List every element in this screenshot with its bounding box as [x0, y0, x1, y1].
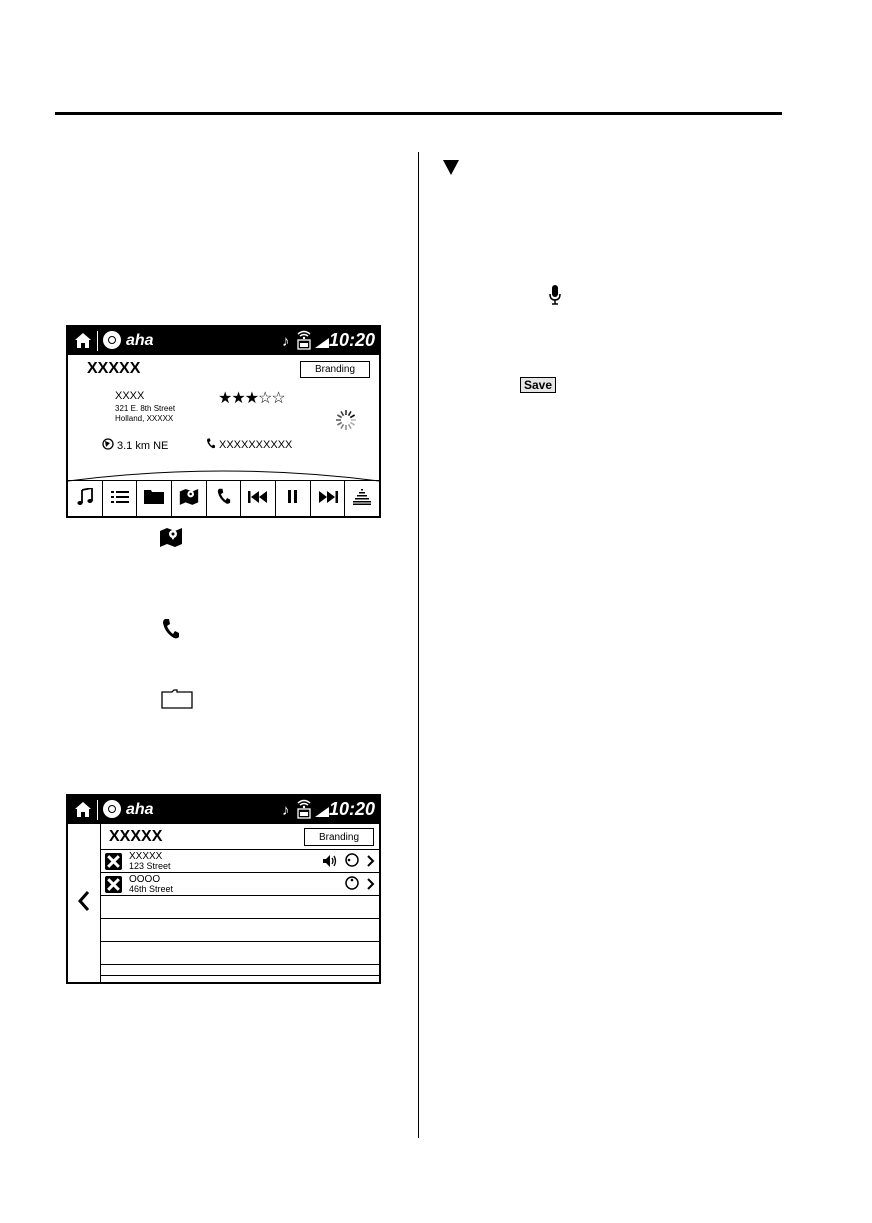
- status-bar: [68, 327, 379, 355]
- clock: 10:20: [328, 330, 375, 350]
- previous-track-button[interactable]: [241, 481, 276, 517]
- app-name: aha: [126, 801, 154, 818]
- save-key: Save: [520, 377, 556, 393]
- chevron-right-icon[interactable]: [367, 877, 375, 895]
- next-track-button[interactable]: [311, 481, 346, 517]
- folder-icon: [144, 489, 164, 509]
- home-icon[interactable]: [74, 801, 92, 823]
- home-icon[interactable]: [74, 332, 92, 354]
- map-pin-icon: [179, 488, 199, 510]
- equalizer-icon: [353, 489, 371, 510]
- distance: [102, 438, 168, 453]
- phone[interactable]: [206, 438, 292, 452]
- call-button[interactable]: [207, 481, 242, 517]
- close-icon[interactable]: [105, 876, 122, 893]
- star-filled-icon: ★: [218, 390, 232, 407]
- folder-button[interactable]: [137, 481, 172, 517]
- phone-icon: [217, 488, 231, 510]
- map-pin-icon: [159, 527, 183, 547]
- equalizer-button[interactable]: [345, 481, 379, 517]
- next-track-icon: [318, 490, 338, 508]
- aha-list-screen: [66, 794, 381, 984]
- branding-button[interactable]: Branding: [300, 361, 370, 378]
- list-title: XXXXX: [109, 828, 163, 845]
- music-button[interactable]: [68, 481, 103, 517]
- result-list: [101, 849, 379, 976]
- loading-spinner-icon: [335, 409, 357, 436]
- pause-icon: [288, 490, 298, 508]
- star-filled-icon: ★: [231, 390, 245, 407]
- item-name: XXXXX: [129, 851, 163, 862]
- address-line-2: Holland, XXXXX: [115, 414, 174, 423]
- aha-logo-icon: [103, 800, 121, 818]
- wifi-battery-icon: [296, 798, 312, 825]
- folder-icon: [161, 689, 193, 709]
- distance-text: 3.1 km NE: [117, 439, 169, 452]
- aha-station-screen: [66, 325, 381, 518]
- star-filled-icon: ★: [244, 390, 259, 407]
- place-name: XXXX: [115, 390, 145, 402]
- status-bar: [68, 796, 379, 824]
- dial-icon: [345, 853, 359, 872]
- station-title: XXXXX: [87, 360, 141, 377]
- list-item-empty: [101, 895, 379, 918]
- item-street: 46th Street: [129, 884, 174, 894]
- aha-logo-icon: [103, 331, 121, 349]
- music-note-icon: [77, 488, 93, 511]
- list-item-empty: [101, 918, 379, 941]
- dial-icon: [345, 876, 359, 895]
- signal-strength-icon: [314, 805, 330, 823]
- wifi-battery-icon: [296, 329, 312, 356]
- column-divider: [418, 152, 419, 1138]
- item-name: OOOO: [129, 874, 161, 885]
- list-item-empty: [101, 964, 379, 976]
- list-item-empty: [101, 941, 379, 964]
- speaker-icon: [323, 854, 337, 872]
- address-line-1: 321 E. 8th Street: [115, 404, 176, 413]
- star-empty-icon: ☆: [271, 390, 285, 407]
- list-button[interactable]: [103, 481, 138, 517]
- toolbar: [68, 480, 379, 517]
- map-button[interactable]: [172, 481, 207, 517]
- down-triangle-icon: [443, 160, 459, 175]
- music-note-icon: ♪: [282, 802, 290, 819]
- signal-strength-icon: [314, 336, 330, 354]
- back-button[interactable]: [68, 824, 101, 982]
- list-icon: [111, 490, 129, 509]
- item-street: 123 Street: [129, 861, 171, 871]
- close-icon[interactable]: [105, 853, 122, 870]
- phone-icon: [206, 438, 216, 452]
- list-item[interactable]: [101, 872, 379, 895]
- chevron-left-icon: [78, 891, 90, 916]
- previous-track-icon: [248, 490, 268, 508]
- star-empty-icon: ☆: [258, 390, 272, 407]
- list-item[interactable]: [101, 849, 379, 872]
- status-separator: [97, 331, 98, 351]
- star-rating: [218, 388, 285, 408]
- music-note-icon: ♪: [282, 333, 290, 350]
- pause-button[interactable]: [276, 481, 311, 517]
- header-rule: [55, 112, 782, 115]
- app-name: aha: [126, 332, 154, 349]
- phone-icon: [162, 618, 180, 640]
- status-separator: [97, 800, 98, 820]
- compass-icon: [102, 438, 114, 453]
- branding-button[interactable]: Branding: [304, 828, 374, 846]
- microphone-icon: [549, 285, 561, 305]
- chevron-right-icon[interactable]: [367, 854, 375, 872]
- phone-number: XXXXXXXXXX: [219, 439, 293, 451]
- clock: 10:20: [328, 799, 375, 819]
